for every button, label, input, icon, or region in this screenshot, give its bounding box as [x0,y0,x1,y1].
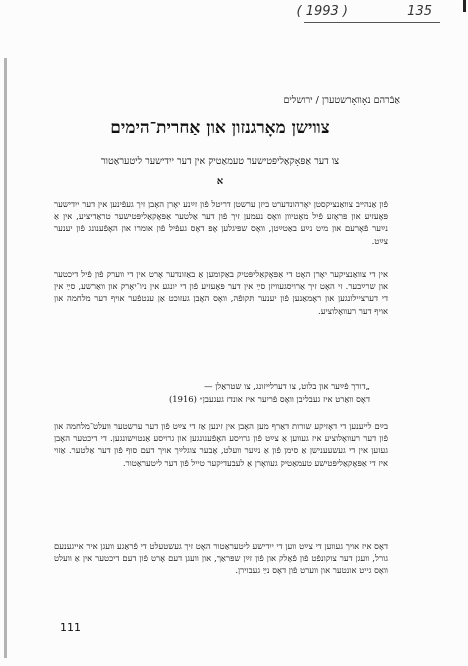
handwritten-underline [304,22,440,23]
section-marker: א [216,176,224,187]
page-number: 111 [60,621,81,634]
article-subtitle: צו דער אַפּאָקאַליפּטישער טעמאַטיק אין דער ייִדישער ליטעראַטור [100,156,340,167]
article-title: צװישן מאָרגנזון און אַחרית־הימים [110,118,330,138]
handwritten-year-note: ( 1993 ) [296,4,348,19]
verse-quote-line-1: „דורך פֿײַער און בלוט, צו דערלײזונג, צו שטראַלן — [204,381,370,391]
body-paragraph-2: אין די צװאַנציקער יאָרן האָט די אַפּאָקאַליפּטיק באַקומען אַ באַזונדער אָרט אין די װערק פֿון פֿיל דיכטער און שרײַבער. זי האָט זיך אַרויסגעװיזן סײַ אין דער פּאָעזיע פֿון די יונגע אין ניו־יאָרק און װאַרשע, סײַ אין די דערציילונגען און ראָמאַנען פֿון יענער תּקופֿה, װאָס האָבן געזוכט אַן ענטפֿער אויף דער מלחמה און אויף דער רעװאָלוציע. [54,269,388,316]
verse-quote-line-2: דאָס װאַרט איז געבליבן װאָס פֿריִער איז אונדז געגעבן״ (1916) [169,394,370,404]
scan-edge-shadow [4,58,7,658]
handwritten-page-number: 135 [407,4,432,19]
body-paragraph-1: פֿון אַנהײב צװאַנציקסטן יאָרהונדערט ביזן ערשטן דריטל פֿון זײַנע יאָרן האָבן זיך געפֿינען אין דער ייִדישער פּאָעזיע און פּראָזע פֿיל מאָטיװן װאָס נעמען זיך פֿון דער אַלטער אַפּאָקאַליפּטישער טראַדיציע, אין אַ נײַער פֿאָרעם און מיט נײַע באַטײַטן, װאָס שפּיגלען אָפּ דאָס געפֿיל פֿון אומרו און האָפֿענונג פֿון יענער צײַט. [54,199,388,246]
corner-mark [463,0,466,12]
body-paragraph-4: דאָס איז אויך געװען די צײַט װען די ייִדישע ליטעראַטור האָט זיך געשטעלט די פֿראַגע װעגן איר אייגענעם גורל, װעגן דער צוקונפֿט פֿון פֿאָלק און פֿון זײַן שפּראַך, און װעגן דעם אָרט פֿון דעם דיכטער אין אַ װעלט װאָס גייט אונטער און װערט פֿון דאָס נײַ געבוירן. [54,541,388,576]
author-line: אַבֿרהם נאָװאָרשטערן / ירושלים [283,95,400,106]
verse-quote [80,380,370,406]
body-paragraph-3: בײַם לײענען די דאָזיקע שורות דאַרף מען האָבן אין זינען אַז די צײַט פֿון דער ערשטער װעלט־מלחמה און פֿון דער רעװאָלוציע איז געװען אַ צײַט פֿון גרויסע האָפֿענונגען און גרויסע אַנטוישונגען. די דיכטער האָבן געזען אין די געשעענישן אַ סימן פֿון אַ נײַער װעלט, אָבער צוגלײַך אויך דעם סוף פֿון דער אַלטער. אַזוי איז די אַפּאָקאַליפּטישע טעמאַטיק געװאָרן אַ לעבעדיקער טייל פֿון דער ליטעראַטור. [54,421,388,468]
